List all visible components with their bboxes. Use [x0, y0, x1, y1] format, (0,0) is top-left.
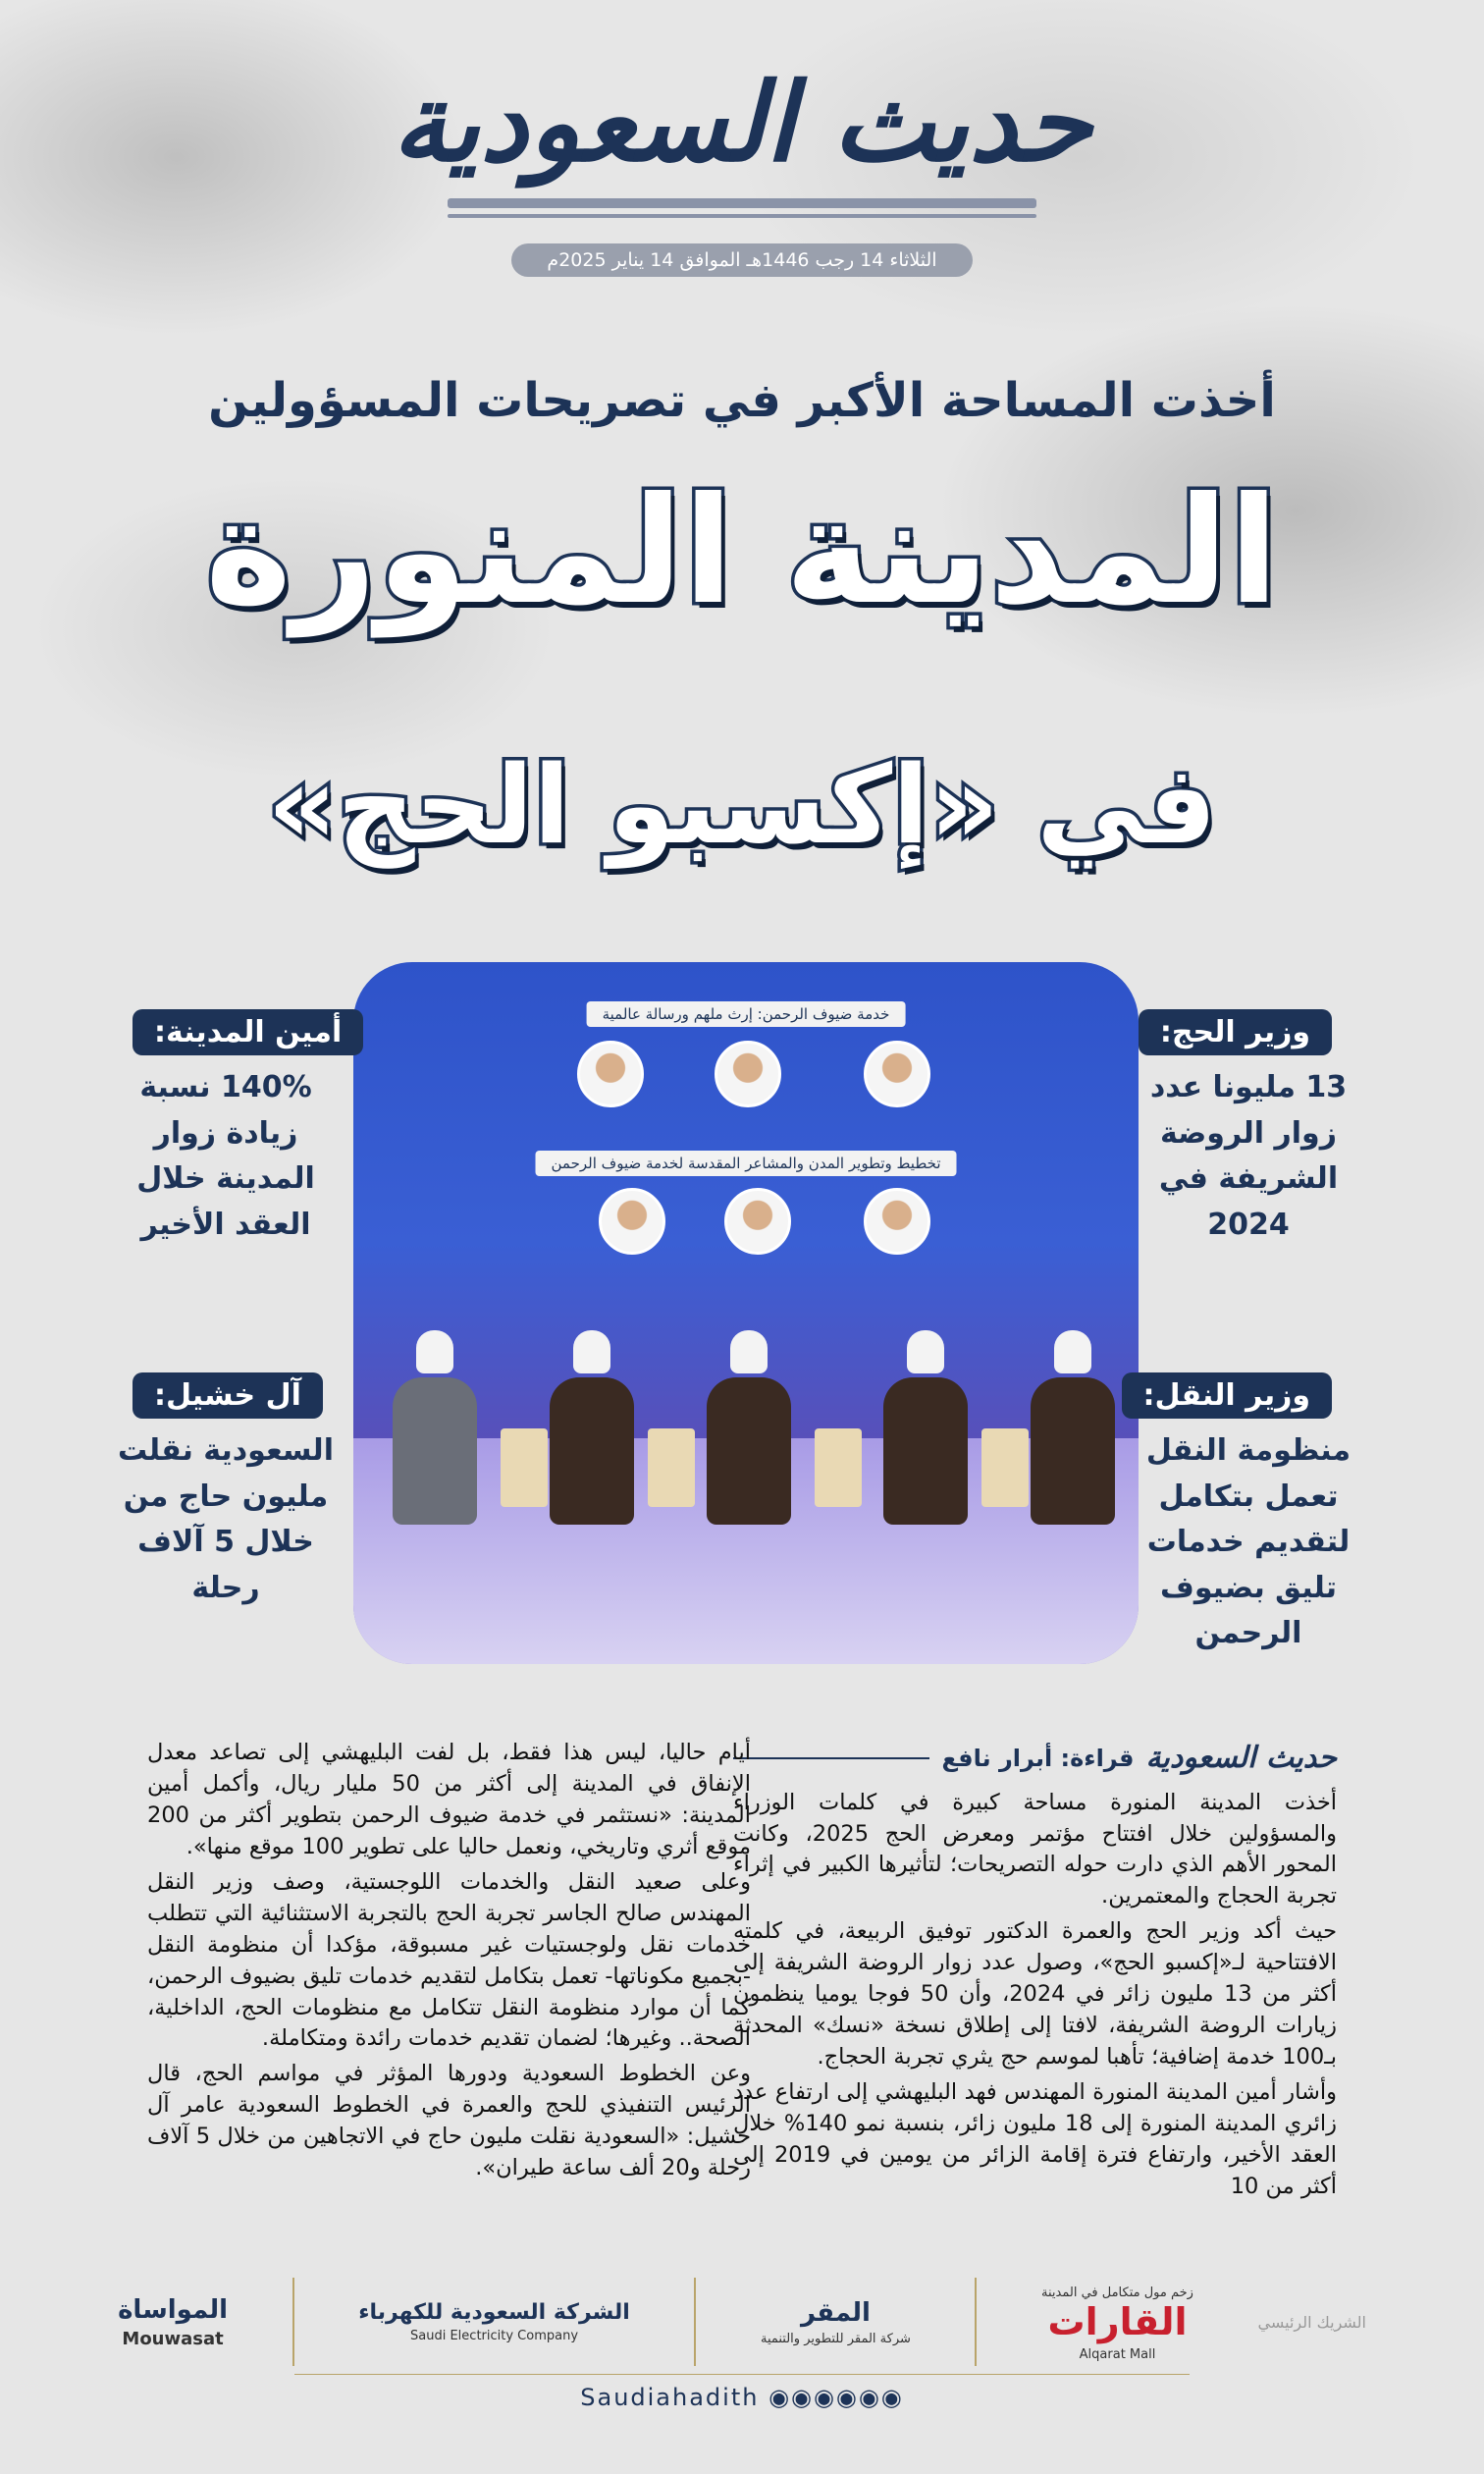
social-handle: Saudiahadith [580, 2384, 760, 2411]
callout-text-al-khashil: السعودية نقلت مليون حاج من خلال 5 آلاف رحلة [118, 1433, 334, 1605]
headline-line-1: المدينة المنورة [204, 466, 1280, 637]
sponsor-partner-label: الشريك الرئيسي [1257, 2312, 1366, 2332]
screen-title-top: خدمة ضيوف الرحمن: إرث ملهم ورسالة عالمية [587, 1001, 906, 1027]
article-paragraph: أخذت المدينة المنورة مساحة كبيرة في كلمات الوزراء والمسؤولين خلال افتتاح مؤتمر ومعرض الحج 2025، وكانت المحور الأهم الذي دارت حوله التصريحات؛ لتأثيرها الكبير في إثراء تجربة الحجاج والمعتمرين. [733, 1789, 1338, 1909]
callout-label-transport-minister: وزير النقل: [1122, 1372, 1332, 1419]
article-column-left [147, 1738, 751, 2188]
side-table [501, 1428, 548, 1507]
sponsor-alqarat[interactable]: زخم مول متكامل في المدينة القارات Alqarat Mall [1041, 2286, 1193, 2362]
sponsor-mouwasat[interactable]: المواساة Mouwasat [118, 2294, 229, 2349]
sponsor-divider [292, 2278, 294, 2366]
article-paragraph: أيام حاليا، ليس هذا فقط، بل لفت البليهشي إلى تصاعد معدل الإنفاق في المدينة إلى أكثر من 50 مليار ريال، وأكمل أمين المدينة: «نستثمر في خدمة ضيوف الرحمن بتطوير أكثر من 200 موقع أثري وتاريخي، ونعمل حاليا على تطوير 100 موقع منها». [147, 1740, 751, 1859]
panelist [883, 1330, 968, 1527]
callout-text-transport-minister: منظومة النقل تعمل بتكامل لتقديم خدمات تليق بضيوف الرحمن [1145, 1433, 1352, 1650]
callout-label-hajj-minister: وزير الحج: [1139, 1009, 1332, 1055]
date-badge: الثلاثاء 14 رجب 1446هـ الموافق 14 يناير 2025م [511, 243, 972, 277]
side-table [648, 1428, 695, 1507]
callout-label-al-khashil: آل خشيل: [132, 1372, 323, 1419]
footer-rule [294, 2374, 1190, 2375]
screen-title-bottom: تخطيط وتطوير المدن والمشاعر المقدسة لخدمة ضيوف الرحمن [536, 1151, 957, 1176]
byline-author: قراءة: أبرار نافع [941, 1745, 1135, 1773]
social-icons: ◉◉◉◉◉◉ [759, 2384, 904, 2411]
callout-text-madinah-mayor: 140% نسبة زيادة زوار المدينة خلال العقد الأخير [136, 1070, 315, 1242]
byline [733, 1738, 1337, 1780]
callout-label-madinah-mayor: أمين المدينة: [132, 1009, 363, 1055]
site-logo[interactable]: حديث السعودية [392, 59, 1092, 186]
sponsor-divider [975, 2278, 977, 2366]
article-paragraph: وعلى صعيد النقل والخدمات اللوجستية، وصف وزير النقل المهندس صالح الجاسر تجربة الحج بالتجربة الاستثنائية التي تتطلب خدمات نقل ولوجستيات غير مسبوقة، مؤكدا أن منظومة النقل -بجميع مكوناتها- تعمل بتكامل لتقديم خدمات تليق بضيوف الرحمن، كما أن موارد منظومة النقل تتكامل مع منظومات الحج، الداخلية، الصحة.. وغيرها؛ لضمان تقديم خدمات رائدة ومتكاملة. [147, 1868, 751, 2052]
speaker-portrait [715, 1041, 781, 1107]
logo-rule [448, 198, 1036, 208]
side-table [981, 1428, 1029, 1507]
panelist [550, 1330, 634, 1527]
panelist [1031, 1330, 1115, 1527]
speaker-portrait [864, 1188, 930, 1255]
byline-rule [733, 1757, 929, 1759]
panelist [393, 1330, 477, 1527]
side-table [815, 1428, 862, 1507]
headline-line-2: في «إكسبو الحج» [267, 742, 1217, 868]
article-column-right [733, 1738, 1337, 2207]
subheadline: أخذت المساحة الأكبر في تصريحات المسؤولين [208, 373, 1276, 428]
panelist [707, 1330, 791, 1527]
conference-photo [353, 962, 1139, 1664]
speaker-portrait [599, 1188, 665, 1255]
sponsor-almaqar[interactable]: المقر شركة المقر للتطوير والتنمية [760, 2297, 911, 2346]
sponsors-bar [118, 2258, 1366, 2386]
article-paragraph: وأشار أمين المدينة المنورة المهندس فهد البليهشي إلى ارتفاع عدد زائري المدينة المنورة إلى 18 مليون زائر، بنسبة نمو 140% خلال العقد الأخير، وارتفاع فترة إقامة الزائر من يومين في 2019 إلى أكثر من 10 [733, 2079, 1338, 2199]
sponsor-sec[interactable]: الشركة السعودية للكهرباء Saudi Electricity Company [358, 2300, 630, 2343]
speaker-portrait [864, 1041, 930, 1107]
speaker-portrait [577, 1041, 644, 1107]
byline-logo: حديث السعودية [1145, 1741, 1337, 1775]
article-paragraph: حيث أكد وزير الحج والعمرة الدكتور توفيق الربيعة، في كلمته الافتتاحية لـ«إكسبو الحج»، وصول عدد زوار الروضة الشريفة إلى أكثر من 13 مليون زائر في 2024، وأن 50 فوجا يوميا ينظمون زيارات الروضة الشريفة، لافتا إلى إطلاق نسخة «نسك» المحدثة بـ100 خدمة إضافية؛ تأهبا لموسم حج يثري تجربة الحجاج. [733, 1918, 1337, 2071]
sponsor-divider [694, 2278, 696, 2366]
logo-rule-thin [448, 214, 1036, 218]
social-handles[interactable] [0, 2384, 1484, 2411]
masthead [0, 59, 1484, 277]
speaker-portrait [724, 1188, 791, 1255]
callout-text-hajj-minister: 13 مليونا عدد زوار الروضة الشريفة في 2024 [1149, 1070, 1348, 1242]
article-paragraph: وعن الخطوط السعودية ودورها المؤثر في مواسم الحج، قال الرئيس التنفيذي للحج والعمرة في الخطوط السعودية عامر آل خشيل: «السعودية نقلت مليون حاج في الاتجاهين من خلال 5 آلاف رحلة و20 ألف ساعة طيران». [147, 2061, 751, 2181]
